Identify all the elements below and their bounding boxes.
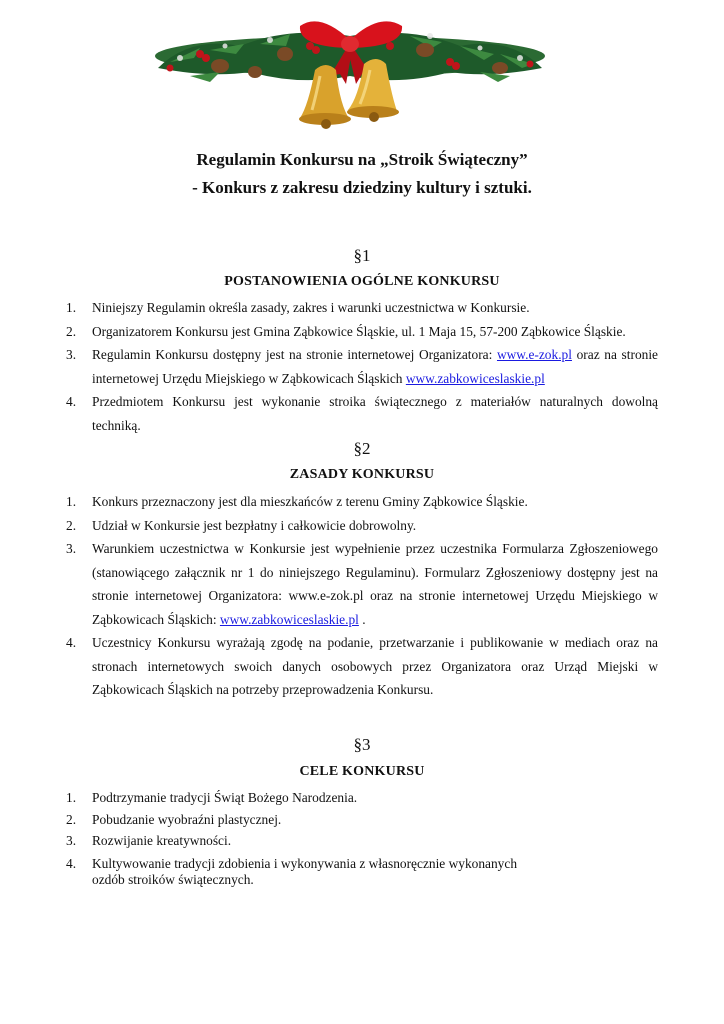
organizer-website-link[interactable]: www.e-zok.pl (496, 347, 572, 362)
section-2-list (66, 490, 658, 702)
list-item: 1. Podtrzymanie tradycji Świąt Bożego Narodzenia. (66, 790, 358, 805)
section-3-list (66, 787, 658, 852)
section-1-number: §1 (353, 246, 371, 265)
section-2-heading: ZASADY KONKURSU (289, 467, 435, 482)
list-item: 1. Konkurs przeznaczony jest dla mieszkańców z terenu Gminy Ząbkowice Śląskie. (66, 494, 528, 509)
list-item: 4. Przedmiotem Konkursu jest wykonanie stroika świątecznego z materiałów naturalnych dowolną techniką. (66, 394, 658, 433)
section-3-heading: CELE KONKURSU (299, 764, 425, 779)
list-item: 4. Uczestnicy Konkursu wyrażają zgodę na podanie, przetwarzanie i publikowanie w mediach oraz na stronach internetowych swoich danych osobowych przez Organizatora oraz Urząd Miejski w Ząbkowicach Śląskich na potrzeby przeprowadzenia Konkursu. (66, 635, 658, 697)
list-item: 2. Organizatorem Konkursu jest Gmina Ząbkowice Śląskie, ul. 1 Maja 15, 57-200 Ząbkowice Śląskie. (66, 323, 626, 339)
section-1-heading: POSTANOWIENIA OGÓLNE KONKURSU (224, 274, 500, 289)
document-title: Regulamin Konkursu na „Stroik Świąteczny” (196, 150, 528, 169)
document-subtitle: - Konkurs z zakresu dziedziny kultury i sztuki. (192, 178, 532, 197)
christmas-bells-garland-icon (150, 6, 550, 132)
list-item: 3. Rozwijanie kreatywności. (66, 833, 232, 848)
section-3-number: §3 (353, 735, 371, 754)
city-hall-website-link[interactable]: www.zabkowiceslaskie.pl (405, 370, 545, 386)
list-item: 2. Pobudzanie wyobraźni plastycznej. (66, 811, 282, 827)
list-item: 1. Niniejszy Regulamin określa zasady, zakres i warunki uczestnictwa w Konkursie. (66, 300, 530, 315)
section-3-list-continued (66, 856, 546, 887)
list-item: 3. Warunkiem uczestnictwa w Konkursie jest wypełnienie przez uczestnika Formularza Zgłoszeniowego (stanowiącego załącznik nr 1 do niniejszego Regulaminu). Formularz Zgłoszeniowy dostępny jest na stronie internetowej Organizatora: www.e-zok.pl oraz na stronie internetowej Urzędu Miejskiego w Ząbkowicach Śląskich: www.zabkowiceslaskie.pl . (66, 541, 658, 627)
city-hall-website-link[interactable]: www.zabkowiceslaskie.pl (219, 611, 359, 627)
section-2-number: §2 (353, 439, 371, 458)
list-item: 4. Kultywowanie tradycji zdobienia i wykonywania z własnoręcznie wykonanych ozdób stroików świątecznych. (66, 856, 518, 887)
list-item: 2. Udział w Konkursie jest bezpłatny i całkowicie dobrowolny. (66, 517, 417, 533)
list-item: 3. Regulamin Konkursu dostępny jest na stronie internetowej Organizatora: www.e-zok.pl oraz na stronie internetowej Urzędu Miejskiego w Ząbkowicach Śląskich www.zabkowiceslaskie.pl (66, 347, 658, 386)
section-1-list (66, 296, 658, 437)
